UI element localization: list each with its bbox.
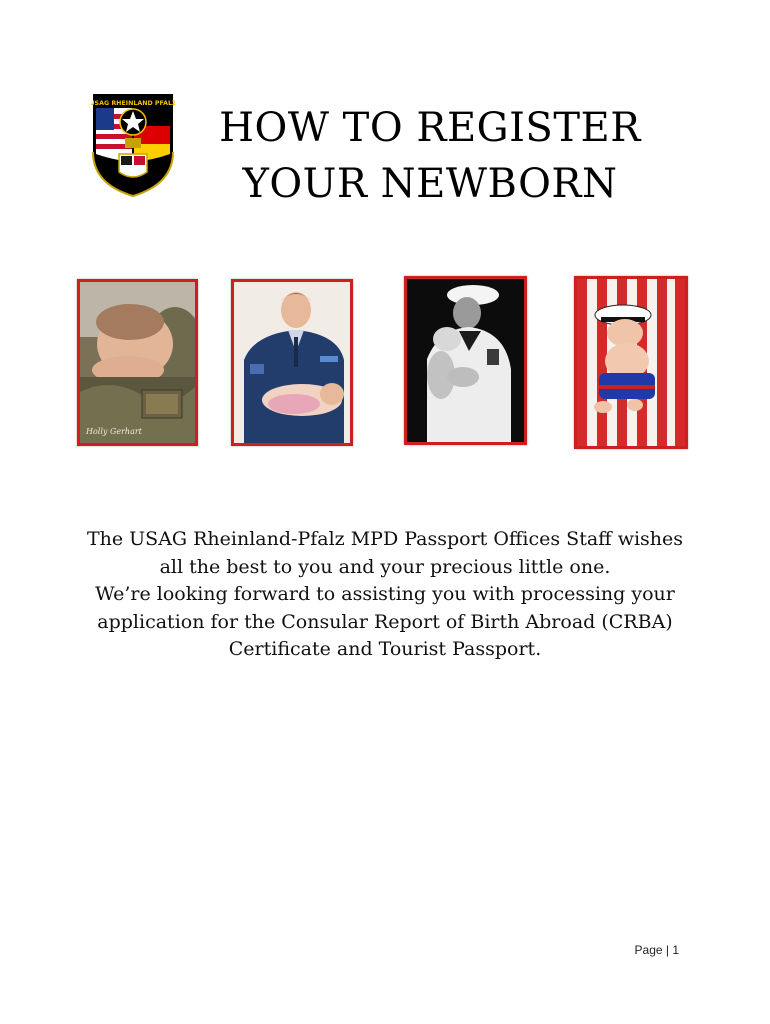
usag-shield-icon [91, 92, 175, 198]
baby-marine-flag-photo [574, 276, 688, 449]
page-number: Page | 1 [634, 943, 679, 957]
message-line: all the best to you and your precious little one. [159, 555, 611, 578]
title-line-1: HOW TO REGISTER [219, 105, 641, 151]
message-line: Certificate and Tourist Passport. [228, 638, 542, 660]
message-line: We’re looking forward to assisting you with processing your [95, 583, 675, 605]
sailor-holding-baby-photo [404, 276, 527, 445]
airman-holding-baby-photo [231, 279, 353, 446]
message-line: application for the Consular Report of Birth Abroad (CRBA) [97, 610, 673, 633]
welcome-message [60, 526, 710, 664]
title-line-2: YOUR NEWBORN [242, 161, 618, 207]
page-title [185, 100, 675, 212]
photo-watermark: Holly Gerhart [86, 427, 142, 436]
baby-army-uniform-photo [77, 279, 198, 446]
logo-text: USAG RHEINLAND PFALZ [91, 100, 175, 107]
message-line: The USAG Rheinland-Pfalz MPD Passport Offices Staff wishes [86, 528, 684, 550]
